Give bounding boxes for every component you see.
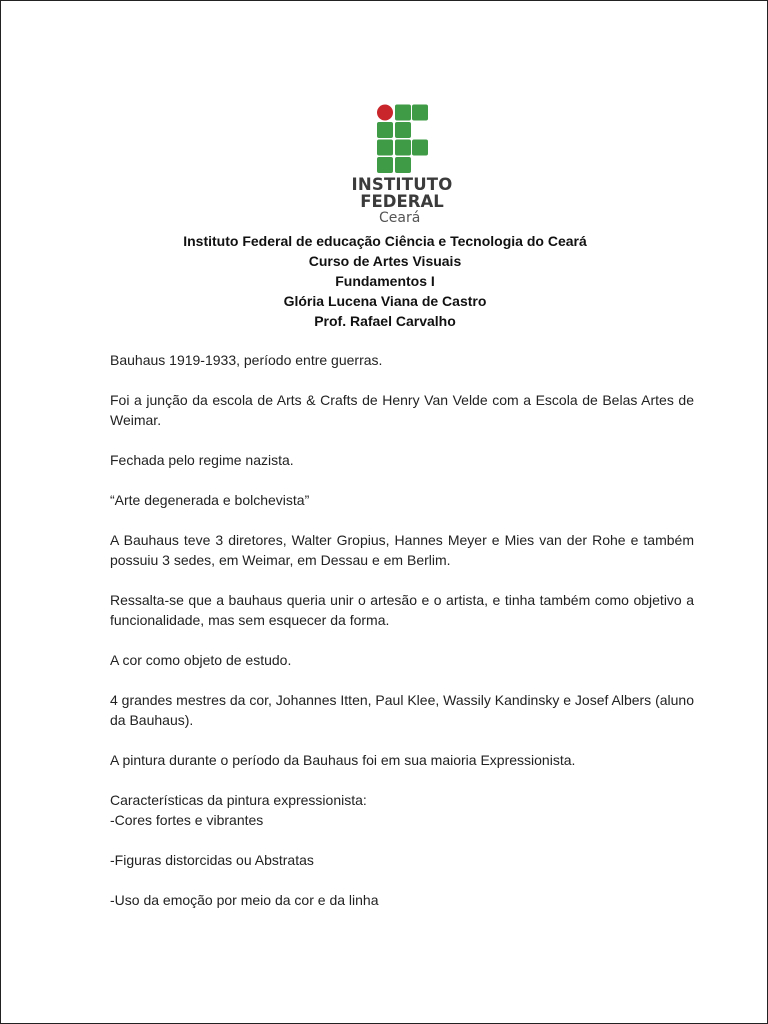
institution-name: Instituto Federal de educação Ciência e Tecnologia do Ceará bbox=[183, 233, 587, 249]
paragraph: Fechada pelo regime nazista. bbox=[110, 452, 294, 468]
paragraph: A pintura durante o período da Bauhaus foi em sua maioria Expressionista. bbox=[110, 752, 576, 768]
institute-logo bbox=[346, 104, 458, 228]
paragraph: A Bauhaus teve 3 diretores, Walter Gropius, Hannes Meyer e Mies van der Rohe e também possuiu 3 sedes, em Weimar, em Dessau e em Berlim. bbox=[110, 532, 694, 568]
quote-paragraph: “Arte degenerada e bolchevista” bbox=[110, 492, 310, 508]
paragraph: 4 grandes mestres da cor, Johannes Itten, Paul Klee, Wassily Kandinsky e Josef Albers (aluno da Bauhaus). bbox=[110, 692, 694, 728]
course-name: Curso de Artes Visuais bbox=[308, 253, 462, 269]
paragraph: Foi a junção da escola de Arts & Crafts de Henry Van Velde com a Escola de Belas Artes de Weimar. bbox=[110, 392, 694, 428]
list-item: -Uso da emoção por meio da cor e da linha bbox=[110, 892, 379, 908]
list-heading: Características da pintura expressionista: bbox=[110, 792, 367, 808]
paragraph: A cor como objeto de estudo. bbox=[110, 652, 292, 668]
paragraph: Ressalta-se que a bauhaus queria unir o artesão e o artista, e tinha também como objetivo a funcionalidade, mas sem esquecer da forma. bbox=[110, 592, 694, 628]
logo-text-ceara: Ceará bbox=[379, 210, 421, 226]
list-item: -Figuras distorcidas ou Abstratas bbox=[110, 852, 314, 868]
document-body bbox=[110, 350, 694, 930]
list-item: -Cores fortes e vibrantes bbox=[110, 812, 264, 828]
logo-text-federal: FEDERAL bbox=[360, 192, 444, 211]
document-header bbox=[1, 231, 768, 331]
student-name: Glória Lucena Viana de Castro bbox=[283, 293, 487, 309]
logo-text-instituto: INSTITUTO bbox=[351, 175, 453, 194]
paragraph: Bauhaus 1919-1933, período entre guerras. bbox=[110, 352, 383, 368]
professor-name: Prof. Rafael Carvalho bbox=[314, 313, 456, 329]
subject-name: Fundamentos I bbox=[335, 273, 435, 289]
logo-mark-icon bbox=[346, 104, 458, 174]
